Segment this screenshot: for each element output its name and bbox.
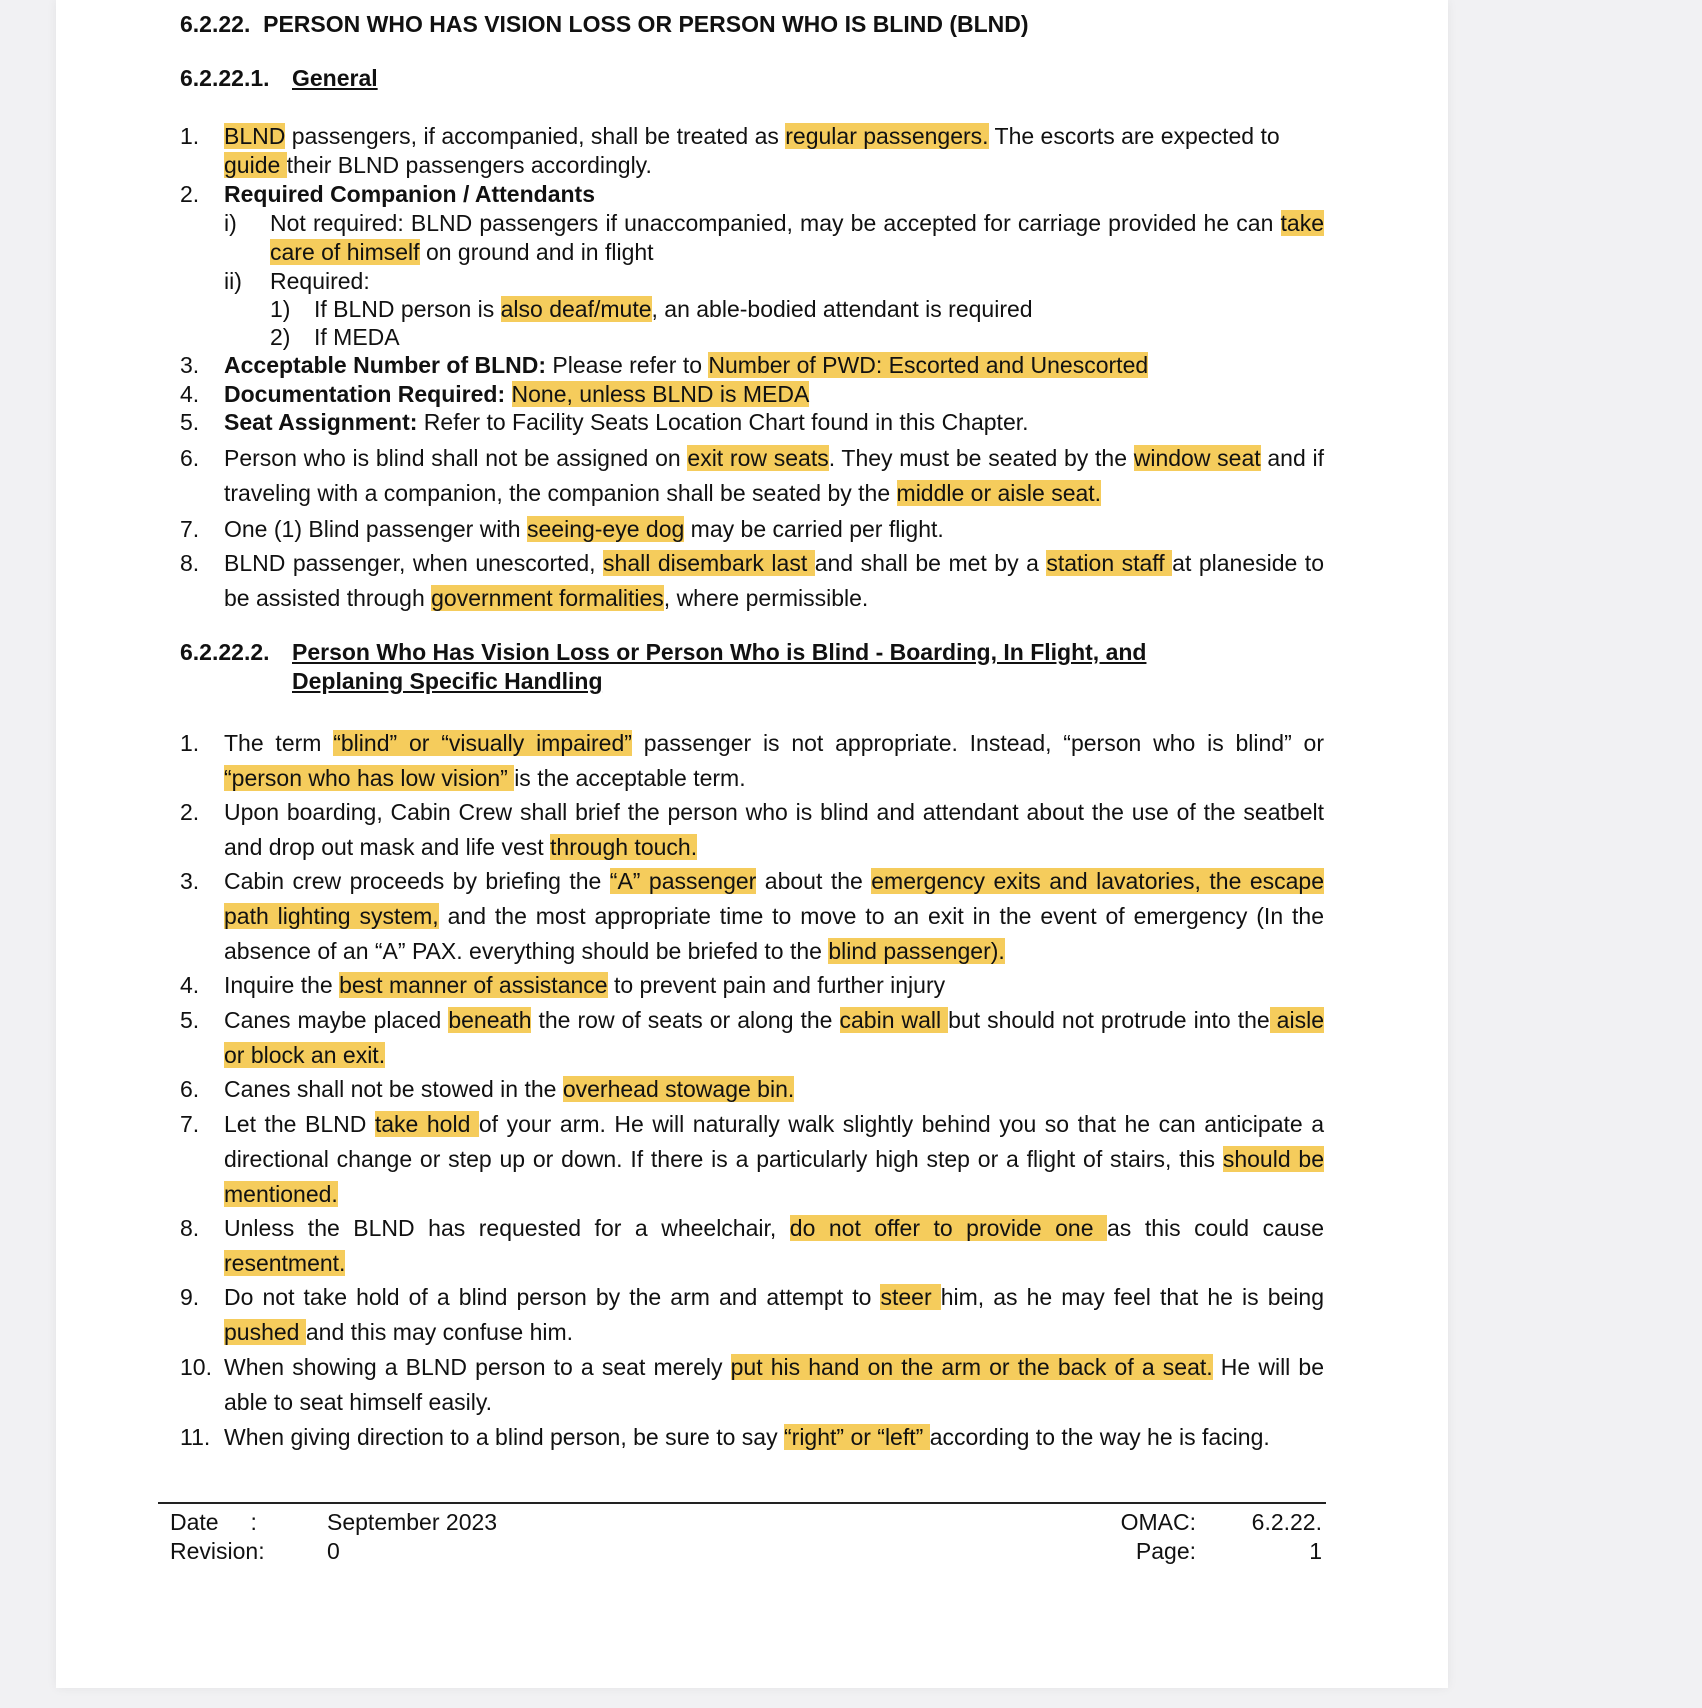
text: and the most appropriate time to move to an exit in the event of emergency (In the absence of an “A” PAX. everything should be briefed to the bbox=[224, 903, 1324, 964]
highlight: window seat bbox=[1133, 445, 1261, 471]
text: Unless the BLND has requested for a wheelchair, bbox=[224, 1215, 790, 1241]
text: Refer to Facility Seats Location Chart found in this Chapter. bbox=[417, 409, 1029, 435]
highlight: put his hand on the arm or the back of a seat. bbox=[730, 1354, 1213, 1380]
item-number: 11. bbox=[180, 1424, 211, 1450]
highlight: “blind” or “visually impaired” bbox=[333, 730, 632, 756]
item-text bbox=[224, 1107, 1324, 1212]
item-number: 9. bbox=[180, 1284, 200, 1310]
item-text bbox=[224, 122, 1284, 180]
highlight: take hold bbox=[374, 1111, 479, 1137]
handling-heading-line-2 bbox=[292, 667, 603, 696]
item-text bbox=[224, 726, 1324, 796]
highlight: do not offer to provide one bbox=[789, 1215, 1108, 1241]
text: The escorts are expected to bbox=[988, 123, 1280, 149]
item-text bbox=[224, 1003, 1324, 1073]
text: about the bbox=[756, 868, 872, 894]
omac-label: OMAC: bbox=[1120, 1509, 1196, 1535]
highlight: regular passengers. bbox=[785, 123, 989, 149]
highlight: government formalities bbox=[431, 585, 664, 611]
highlight: take care of himself bbox=[270, 210, 1324, 265]
text: to prevent pain and further injury bbox=[607, 972, 946, 998]
item-text bbox=[224, 1280, 1324, 1350]
item-number: 4. bbox=[180, 381, 200, 407]
highlight: middle or aisle seat. bbox=[896, 480, 1102, 506]
highlight: also deaf/mute bbox=[500, 296, 652, 322]
document-page bbox=[56, 0, 1448, 1688]
item-number: 8. bbox=[180, 1215, 200, 1241]
item-number: 5. bbox=[180, 409, 200, 435]
highlight: exit row seats bbox=[687, 445, 829, 471]
text: . They must be seated by the bbox=[828, 445, 1134, 471]
text: The term bbox=[224, 730, 334, 756]
handling-title-line-2: Deplaning Specific Handling bbox=[292, 668, 603, 694]
text: passenger is not appropriate. Instead, “person who is blind” or bbox=[631, 730, 1324, 756]
item-number: 7. bbox=[180, 516, 200, 542]
item-number: 2. bbox=[180, 799, 200, 825]
highlight: best manner of assistance bbox=[339, 972, 608, 998]
section-number: 6.2.22. bbox=[180, 11, 251, 37]
text: Do not take hold of a blind person by the arm and attempt to bbox=[224, 1284, 881, 1310]
item-text bbox=[224, 351, 1324, 380]
text: Let the BLND bbox=[224, 1111, 375, 1137]
highlight: emergency exits and lavatories, the escape path lighting system, bbox=[224, 868, 1325, 929]
sub-number: i) bbox=[224, 210, 237, 236]
item-text bbox=[224, 380, 1324, 409]
item-text bbox=[224, 1072, 1324, 1107]
item-number: 10. bbox=[180, 1354, 212, 1380]
section-heading bbox=[180, 10, 1029, 39]
item-label: Seat Assignment: bbox=[224, 409, 418, 435]
text: BLND passenger, when unescorted, bbox=[224, 550, 604, 576]
item-text bbox=[224, 512, 1324, 547]
item-label: Documentation Required: bbox=[224, 381, 506, 407]
text: according to the way he is facing. bbox=[929, 1424, 1270, 1450]
text: , where permissible. bbox=[663, 585, 869, 611]
item-text bbox=[224, 546, 1324, 616]
item-text bbox=[224, 795, 1324, 865]
omac-value: 6.2.22. bbox=[1251, 1509, 1322, 1535]
item-number: 5. bbox=[180, 1007, 200, 1033]
highlight: “right” or “left” bbox=[784, 1424, 930, 1450]
handling-heading bbox=[180, 638, 1146, 667]
text: One (1) Blind passenger with bbox=[224, 516, 527, 542]
sub-text bbox=[314, 295, 1033, 324]
revision-value: 0 bbox=[327, 1538, 340, 1564]
sub-number: 2) bbox=[270, 324, 291, 350]
text: at planeside to be assisted through bbox=[224, 550, 1324, 611]
section-title: PERSON WHO HAS VISION LOSS OR PERSON WHO IS BLIND (BLND) bbox=[263, 11, 1029, 37]
handling-number: 6.2.22.2. bbox=[180, 639, 270, 665]
highlight: “A” passenger bbox=[609, 868, 757, 894]
text: When showing a BLND person to a seat merely bbox=[224, 1354, 731, 1380]
item-number: 7. bbox=[180, 1111, 200, 1137]
highlight: aisle or block an exit. bbox=[224, 1007, 1324, 1068]
highlight: seeing-eye dog bbox=[527, 516, 685, 542]
text: passengers, if accompanied, shall be treated as bbox=[285, 123, 786, 149]
text: Canes maybe placed bbox=[224, 1007, 449, 1033]
item-label: Acceptable Number of BLND: bbox=[224, 352, 547, 378]
item-text bbox=[224, 408, 1324, 437]
sub-text: If MEDA bbox=[314, 324, 400, 350]
revision-label: Revision: bbox=[170, 1538, 265, 1564]
item-label: Required Companion / Attendants bbox=[224, 181, 595, 207]
highlight: steer bbox=[880, 1284, 941, 1310]
text: , an able-bodied attendant is required bbox=[651, 296, 1033, 322]
highlight: shall disembark last bbox=[603, 550, 815, 576]
text: their BLND passengers accordingly. bbox=[286, 152, 652, 178]
footer-date-values bbox=[327, 1508, 497, 1566]
text: and shall be met by a bbox=[814, 550, 1047, 576]
highlight: through touch. bbox=[550, 834, 698, 860]
date-label: Date : bbox=[170, 1509, 257, 1535]
text: Not required: BLND passengers if unaccompanied, may be accepted for carriage provided he can bbox=[270, 210, 1281, 236]
sub-number: ii) bbox=[224, 268, 242, 294]
general-number: 6.2.22.1. bbox=[180, 65, 270, 91]
text: If BLND person is bbox=[314, 296, 501, 322]
item-number: 3. bbox=[180, 352, 200, 378]
text: of your arm. He will naturally walk slightly behind you so that he can anticipate a directional change or step up or down. If there is a particularly high step or a flight of stairs, this bbox=[224, 1111, 1324, 1172]
item-text bbox=[224, 864, 1324, 969]
highlight: station staff bbox=[1046, 550, 1173, 576]
footer-omac-labels bbox=[1086, 1508, 1196, 1566]
text: Inquire the bbox=[224, 972, 340, 998]
text: may be carried per flight. bbox=[684, 516, 944, 542]
text: on ground and in flight bbox=[419, 239, 654, 265]
general-heading bbox=[180, 64, 378, 93]
text: Canes shall not be stowed in the bbox=[224, 1076, 563, 1102]
item-number: 2. bbox=[180, 181, 200, 207]
highlight: should be mentioned. bbox=[224, 1146, 1325, 1207]
sub-text: Required: bbox=[270, 268, 370, 294]
highlight: beneath bbox=[448, 1007, 532, 1033]
footer-date-label bbox=[170, 1508, 265, 1566]
text: When giving direction to a blind person, be sure to say bbox=[224, 1424, 784, 1450]
item-number: 3. bbox=[180, 868, 200, 894]
general-title: General bbox=[292, 65, 378, 91]
footer-omac-values bbox=[1226, 1508, 1322, 1566]
item-number: 4. bbox=[180, 972, 200, 998]
text: Cabin crew proceeds by briefing the bbox=[224, 868, 610, 894]
text: and if traveling with a companion, the companion shall be seated by the bbox=[224, 445, 1325, 506]
page-value: 1 bbox=[1309, 1538, 1322, 1564]
highlight: cabin wall bbox=[839, 1007, 949, 1033]
item-number: 8. bbox=[180, 550, 200, 576]
text: Upon boarding, Cabin Crew shall brief the person who is blind and attendant about the use of the seatbelt and drop out mask and life vest bbox=[224, 799, 1324, 860]
highlight: “person who has low vision” bbox=[224, 765, 515, 791]
highlight: blind passenger). bbox=[828, 938, 1005, 964]
item-number: 6. bbox=[180, 1076, 200, 1102]
highlight: pushed bbox=[224, 1319, 306, 1345]
sub-text bbox=[270, 209, 1324, 267]
text: the row of seats or along the bbox=[531, 1007, 840, 1033]
text: him, as he may feel that he is being bbox=[940, 1284, 1325, 1310]
item-text bbox=[224, 968, 1324, 1003]
footer-divider bbox=[158, 1502, 1326, 1504]
item-text bbox=[224, 1211, 1324, 1281]
page-label: Page: bbox=[1135, 1538, 1196, 1564]
text: as this could cause bbox=[1107, 1215, 1324, 1241]
highlight: BLND bbox=[224, 123, 286, 149]
item-text bbox=[224, 441, 1324, 511]
item-text bbox=[224, 1350, 1324, 1420]
text: Please refer to bbox=[546, 352, 709, 378]
handling-title-line-1: Person Who Has Vision Loss or Person Who is Blind - Boarding, In Flight, and bbox=[292, 639, 1147, 665]
highlight: overhead stowage bin. bbox=[562, 1076, 795, 1102]
highlight: resentment. bbox=[224, 1250, 346, 1276]
text: and this may confuse him. bbox=[305, 1319, 574, 1345]
item-number: 1. bbox=[180, 123, 200, 149]
date-value: September 2023 bbox=[327, 1509, 498, 1535]
item-number: 1. bbox=[180, 730, 200, 756]
highlight: None, unless BLND is MEDA bbox=[511, 381, 810, 407]
text: but should not protrude into the bbox=[948, 1007, 1270, 1033]
item-text bbox=[224, 1420, 1324, 1455]
text: is the acceptable term. bbox=[514, 765, 746, 791]
item-number: 6. bbox=[180, 445, 200, 471]
text: He will be able to seat himself easily. bbox=[224, 1354, 1325, 1415]
text: Person who is blind shall not be assigned on bbox=[224, 445, 688, 471]
highlight: guide bbox=[224, 152, 287, 178]
text bbox=[505, 381, 511, 407]
sub-number: 1) bbox=[270, 296, 291, 322]
highlight: Number of PWD: Escorted and Unescorted bbox=[708, 352, 1149, 378]
